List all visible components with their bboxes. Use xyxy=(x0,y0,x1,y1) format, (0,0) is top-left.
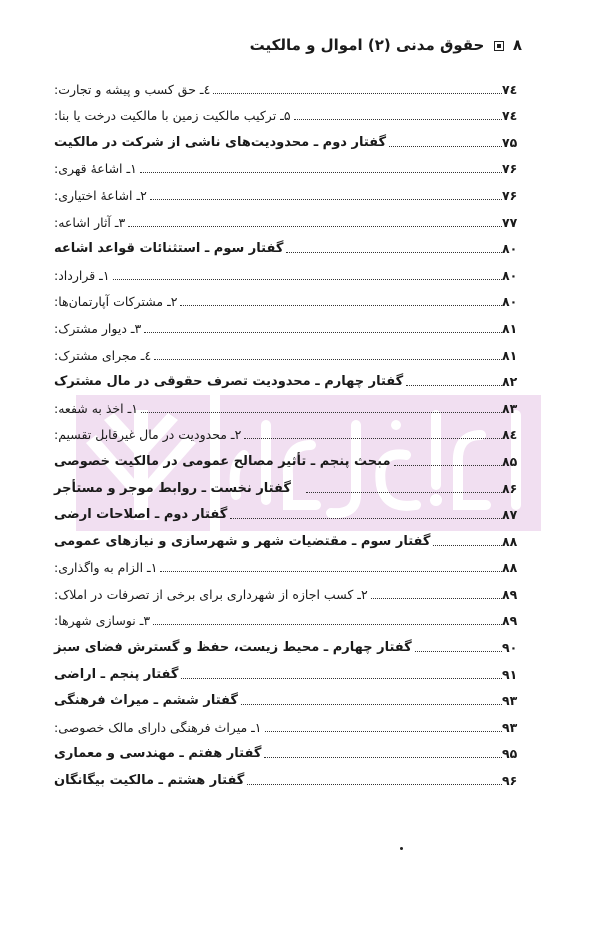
leader-dots xyxy=(113,279,502,280)
toc-entry-page: ۹۵ xyxy=(502,746,518,762)
leader-dots xyxy=(141,412,502,413)
toc-entry[interactable] xyxy=(52,125,524,152)
toc-entry-page: ۸۸ xyxy=(502,560,518,576)
toc-entry[interactable] xyxy=(52,178,524,205)
leader-dots xyxy=(264,757,502,758)
toc-entry-page: ۹۳ xyxy=(502,719,518,735)
toc-entry-page: ۸۲ xyxy=(502,374,518,390)
toc-entry-page: ۸۱ xyxy=(502,347,518,363)
toc-entry-page: ۸۷ xyxy=(502,507,518,523)
leader-dots xyxy=(394,465,502,466)
toc-entry-page: ۸۰ xyxy=(502,267,518,283)
toc-entry-page: ۸۱ xyxy=(502,320,518,336)
toc-entry-page: ۷۶ xyxy=(502,187,518,203)
toc-entry-page: ۷۵ xyxy=(502,134,518,150)
toc-entry-page: ۹۶ xyxy=(502,773,518,789)
leader-dots xyxy=(389,146,502,147)
leader-dots xyxy=(144,332,502,333)
toc-entry[interactable] xyxy=(52,418,524,445)
toc-entry-page: ۷۶ xyxy=(502,161,518,177)
toc-entry-title: ۱ـ الزام به واگذاری: xyxy=(54,560,158,576)
leader-dots xyxy=(160,571,502,572)
leader-dots xyxy=(230,518,502,519)
toc-entry-page: ۸۹ xyxy=(502,613,518,629)
toc-entry-page: ۸۰ xyxy=(502,241,518,257)
toc-entry-page: ۷٤ xyxy=(502,108,518,124)
toc-entry-page: ۸۸ xyxy=(502,533,518,549)
leader-dots xyxy=(180,305,502,306)
toc-entry-title: ۲ـ محدودیت در مال غیرقابل تقسیم: xyxy=(54,427,242,443)
toc-entry-title: گفتار نخست ـ روابط موجر و مستأجر xyxy=(54,480,291,496)
toc-entry[interactable] xyxy=(52,232,524,259)
toc-entry-page: ۷٤ xyxy=(502,81,518,97)
book-title: حقوق مدنی (۲) اموال و مالکیت xyxy=(249,36,485,54)
leader-dots xyxy=(433,545,502,546)
leader-dots xyxy=(406,385,502,386)
toc-entry-title: گفتار چهارم ـ محیط زیست، حفظ و گسترش فضای سبز xyxy=(54,640,412,656)
toc-entry-title: ۱ـ اخذ به شفعه: xyxy=(54,400,138,416)
toc-entry-title: گفتار هشتم ـ مالکیت بیگانگان xyxy=(54,773,245,789)
toc-entry-title: ۲ـ مشترکات آپارتمان‌ها: xyxy=(54,294,178,310)
toc-entry-page: ۸۳ xyxy=(502,400,518,416)
leader-dots xyxy=(241,704,502,705)
toc-entry-title: گفتار سوم ـ مقتضیات شهر و شهرسازی و نیازهای عمومی xyxy=(54,533,431,549)
leader-dots xyxy=(247,784,502,785)
toc-entry[interactable] xyxy=(52,258,524,285)
toc-entry-title: مبحث پنجم ـ تأثیر مصالح عمومی در مالکیت خصوصی xyxy=(54,453,391,469)
footer-mark xyxy=(400,847,403,850)
page-number: ۸ xyxy=(512,36,522,54)
toc-entry-title: گفتار دوم ـ اصلاحات ارضی xyxy=(54,507,228,523)
toc-entry[interactable] xyxy=(52,577,524,604)
toc-entry-page: ۹۳ xyxy=(502,693,518,709)
toc-entry[interactable] xyxy=(52,311,524,338)
leader-dots xyxy=(294,119,502,120)
toc-entry[interactable] xyxy=(52,99,524,126)
toc-entry[interactable] xyxy=(52,737,524,764)
table-of-contents xyxy=(52,72,524,790)
toc-entry-title: گفتار پنجم ـ اراضی xyxy=(54,666,179,682)
toc-entry-page: ۸٤ xyxy=(502,427,518,443)
toc-entry[interactable] xyxy=(52,365,524,392)
toc-entry[interactable] xyxy=(52,551,524,578)
toc-entry-page: ۸۰ xyxy=(502,294,518,310)
leader-dots xyxy=(181,678,502,679)
toc-entry[interactable] xyxy=(52,205,524,232)
toc-entry-title: گفتار هفتم ـ مهندسی و معماری xyxy=(54,746,262,762)
toc-entry-title: ۳ـ آثار اشاعه: xyxy=(54,214,126,230)
toc-entry-title: ۱ـ اشاعهٔ قهری: xyxy=(54,161,137,177)
toc-entry-title: گفتار ششم ـ میراث فرهنگی xyxy=(54,693,238,709)
toc-entry-title: ۲ـ اشاعهٔ اختیاری: xyxy=(54,187,147,203)
toc-entry[interactable] xyxy=(52,684,524,711)
toc-entry-page: ۹۱ xyxy=(502,666,518,682)
toc-entry-page: ۸۹ xyxy=(502,586,518,602)
toc-entry[interactable] xyxy=(52,604,524,631)
toc-entry-title: گفتار دوم ـ محدودیت‌های ناشی از شرکت در مالکیت xyxy=(54,134,387,150)
leader-dots xyxy=(415,651,502,652)
toc-entry-title: گفتار چهارم ـ محدودیت تصرف حقوقی در مال مشترک xyxy=(54,374,404,390)
toc-entry[interactable] xyxy=(52,72,524,99)
leader-dots xyxy=(306,492,502,493)
toc-entry-title: ٤ـ مجرای مشترک: xyxy=(54,347,152,363)
leader-dots xyxy=(153,624,502,625)
toc-entry[interactable] xyxy=(52,391,524,418)
leader-dots xyxy=(140,172,502,173)
toc-entry[interactable] xyxy=(52,657,524,684)
toc-entry[interactable] xyxy=(52,710,524,737)
toc-entry-title: گفتار سوم ـ استثنائات قواعد اشاعه xyxy=(54,241,284,257)
leader-dots xyxy=(213,93,502,94)
toc-entry-title: ۱ـ قرارداد: xyxy=(54,267,110,283)
square-bullet-icon xyxy=(494,41,504,51)
toc-entry-title: ۲ـ کسب اجازه از شهرداری برای برخی از تصرفات در املاک: xyxy=(54,586,368,602)
toc-entry-title: ۳ـ دیوار مشترک: xyxy=(54,320,142,336)
toc-entry-title: ۱ـ میراث فرهنگی دارای مالک خصوصی: xyxy=(54,719,262,735)
toc-entry-page: ۹۰ xyxy=(502,640,518,656)
toc-entry[interactable] xyxy=(52,630,524,657)
leader-dots xyxy=(371,598,502,599)
toc-entry[interactable] xyxy=(52,152,524,179)
toc-entry-page: ۸۶ xyxy=(502,480,518,496)
toc-entry-page: ۸۵ xyxy=(502,453,518,469)
leader-dots xyxy=(286,252,502,253)
leader-dots xyxy=(244,438,502,439)
toc-entry[interactable] xyxy=(52,444,524,471)
toc-entry[interactable] xyxy=(52,763,524,790)
toc-entry[interactable] xyxy=(52,338,524,365)
toc-entry-page: ۷۷ xyxy=(502,214,518,230)
leader-dots xyxy=(128,226,502,227)
toc-entry[interactable] xyxy=(52,285,524,312)
leader-dots xyxy=(265,731,502,732)
toc-entry-title: ۵ـ ترکیب مالکیت زمین با مالکیت درخت یا بنا: xyxy=(54,108,291,124)
toc-entry[interactable] xyxy=(52,471,524,498)
toc-entry[interactable] xyxy=(52,524,524,551)
leader-dots xyxy=(154,359,502,360)
toc-entry[interactable] xyxy=(52,498,524,525)
leader-dots xyxy=(150,199,502,200)
toc-entry-title: ٤ـ حق کسب و پیشه و تجارت: xyxy=(54,81,211,97)
page-header xyxy=(250,36,522,54)
toc-entry-title: ۳ـ نوسازی شهرها: xyxy=(54,613,151,629)
